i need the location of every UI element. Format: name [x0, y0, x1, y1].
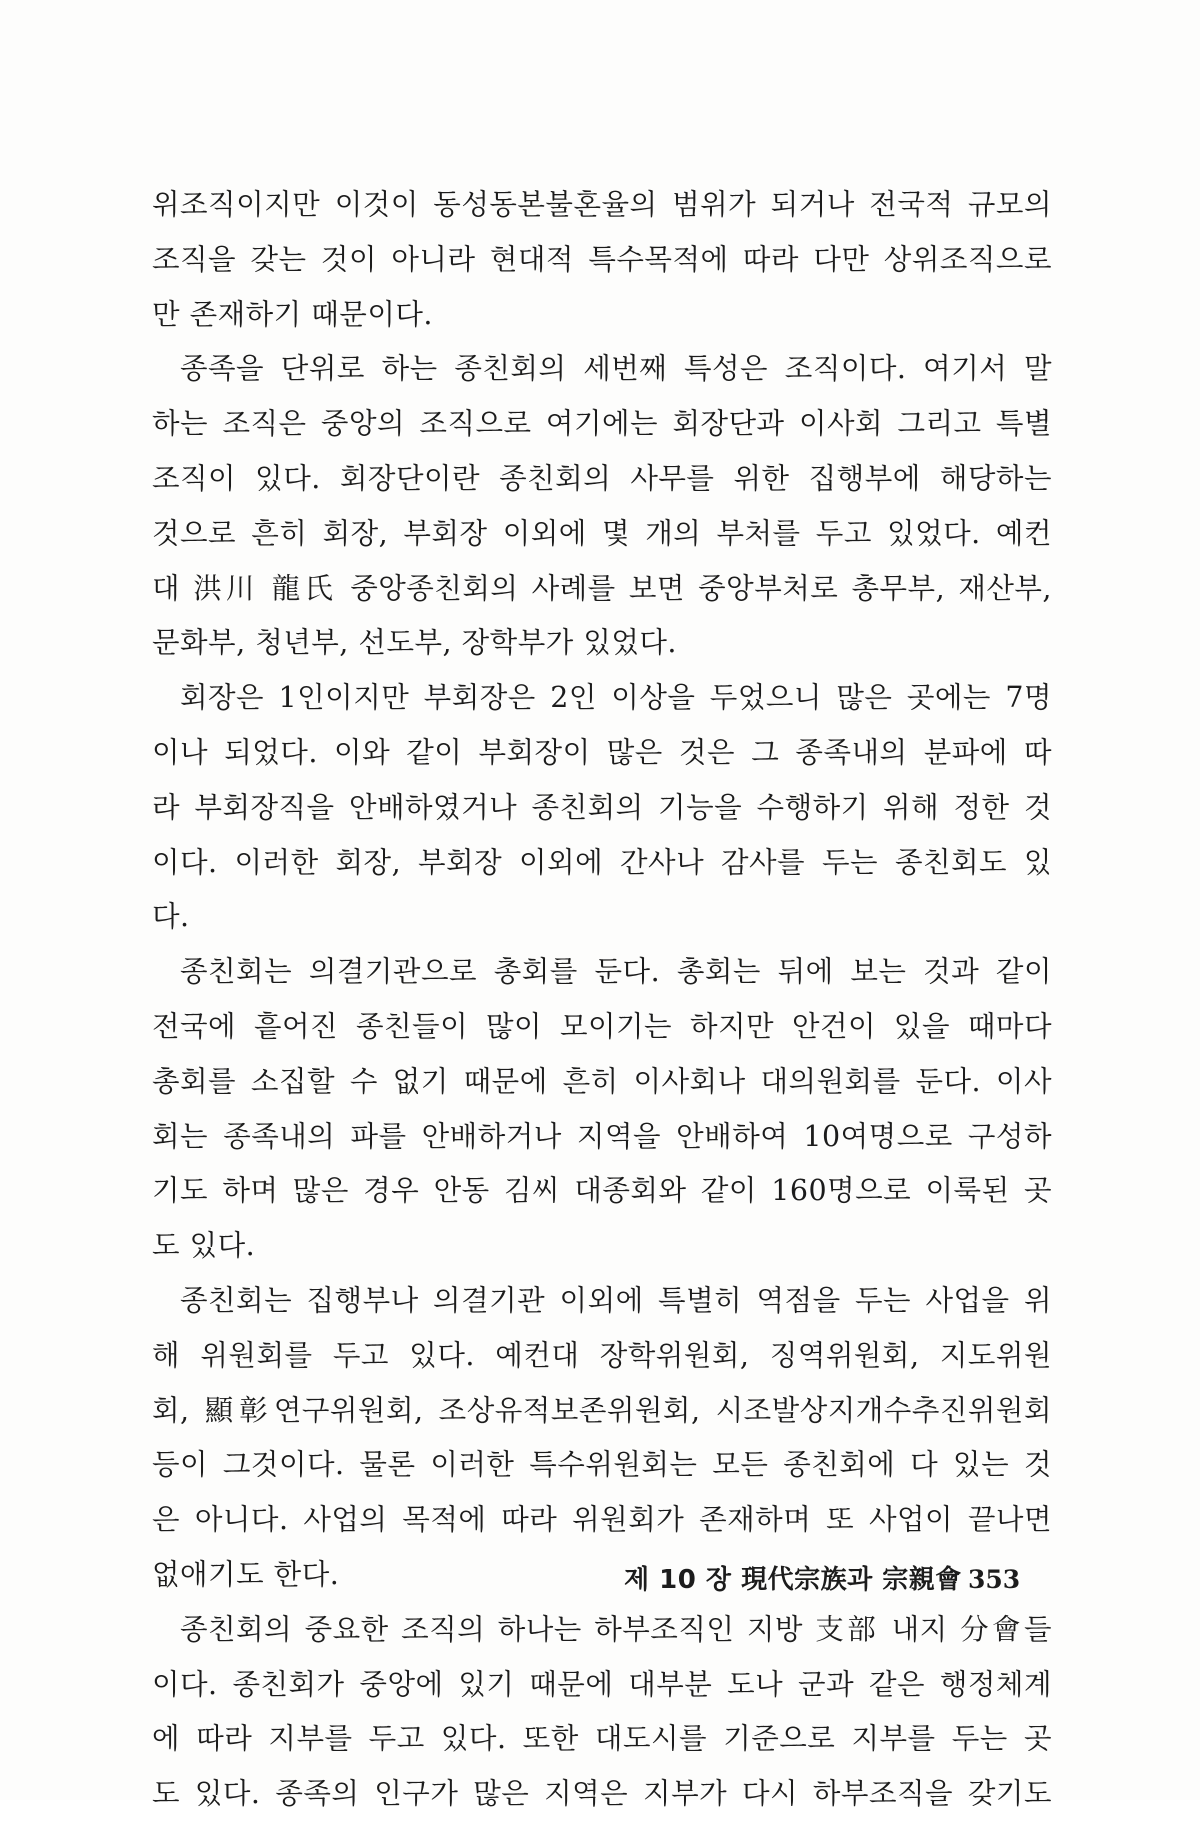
text-line: 다. — [152, 900, 190, 934]
text-line: 조직을 갖는 것이 아니라 현대적 특수목적에 따라 다만 상위조직으로 — [152, 242, 1052, 276]
text-line: 에 따라 지부를 두고 있다. 또한 대도시를 기준으로 지부를 두는 곳 — [152, 1722, 1052, 1756]
text-line: 이다. 종친회가 중앙에 있기 때문에 대부분 도나 군과 같은 행정체계 — [152, 1667, 1052, 1701]
page-number: 353 — [968, 1565, 1021, 1594]
text-line: 회, 顯彰연구위원회, 조상유적보존위원회, 시조발상지개수추진위원회 — [152, 1393, 1052, 1427]
paragraph-start-line: 종친회는 의결기관으로 총회를 둔다. 총회는 뒤에 보는 것과 같이 — [180, 955, 1052, 989]
text-line: 라 부회장직을 안배하였거나 종친회의 기능을 수행하기 위해 정한 것 — [152, 790, 1052, 824]
text-line: 해 위원회를 두고 있다. 예컨대 장학위원회, 징역위원회, 지도위원 — [152, 1338, 1052, 1372]
text-line: 총회를 소집할 수 없기 때문에 흔히 이사회나 대의원회를 둔다. 이사 — [152, 1064, 1052, 1098]
paragraph-start-line: 종족을 단위로 하는 종친회의 세번째 특성은 조직이다. 여기서 말 — [180, 352, 1052, 386]
text-line: 하는 조직은 중앙의 조직으로 여기에는 회장단과 이사회 그리고 특별 — [152, 407, 1052, 441]
text-line: 이나 되었다. 이와 같이 부회장이 많은 것은 그 종족내의 분파에 따 — [152, 735, 1052, 769]
running-footer-chapter-title: 제 10 장 現代宗族과 宗親會 — [624, 1565, 962, 1595]
paragraph-start-line: 종친회의 중요한 조직의 하나는 하부조직인 지방 支部 내지 分會들 — [180, 1612, 1052, 1646]
text-line: 조직이 있다. 회장단이란 종친회의 사무를 위한 집행부에 해당하는 — [152, 461, 1052, 495]
text-line: 기도 하며 많은 경우 안동 김씨 대종회와 같이 160명으로 이룩된 곳 — [152, 1174, 1052, 1208]
text-line: 위조직이지만 이것이 동성동본불혼율의 범위가 되거나 전국적 규모의 — [152, 188, 1052, 221]
text-line: 도 있다. — [152, 1229, 256, 1263]
text-line: 문화부, 청년부, 선도부, 장학부가 있었다. — [152, 626, 677, 660]
paragraph-start-line: 종친회는 집행부나 의결기관 이외에 특별히 역점을 두는 사업을 위 — [180, 1283, 1052, 1317]
text-line: 회는 종족내의 파를 안배하거나 지역을 안배하여 10여명으로 구성하 — [152, 1119, 1052, 1153]
text-line: 이다. 이러한 회장, 부회장 이외에 간사나 감사를 두는 종친회도 있 — [152, 845, 1052, 879]
paragraph-start-line: 회장은 1인이지만 부회장은 2인 이상을 두었으니 많은 곳에는 7명 — [180, 681, 1052, 715]
text-line: 도 있다. 종족의 인구가 많은 지역은 지부가 다시 하부조직을 갖기도 — [152, 1777, 1052, 1811]
text-line: 만 존재하기 때문이다. — [152, 297, 433, 331]
text-line: 은 아니다. 사업의 목적에 따라 위원회가 존재하며 또 사업이 끝나면 — [152, 1503, 1052, 1537]
text-line: 전국에 흩어진 종친들이 많이 모이기는 하지만 안건이 있을 때마다 — [152, 1009, 1052, 1043]
page-footer — [0, 1560, 1200, 1600]
text-line: 것으로 흔히 회장, 부회장 이외에 몇 개의 부처를 두고 있었다. 예컨 — [152, 516, 1052, 550]
text-line: 등이 그것이다. 물론 이러한 특수위원회는 모든 종친회에 다 있는 것 — [152, 1448, 1052, 1482]
text-line: 없애기도 한다. — [152, 1557, 340, 1591]
text-line: 대 洪川 龍氏 중앙종친회의 사례를 보면 중앙부처로 총무부, 재산부, — [152, 571, 1052, 605]
